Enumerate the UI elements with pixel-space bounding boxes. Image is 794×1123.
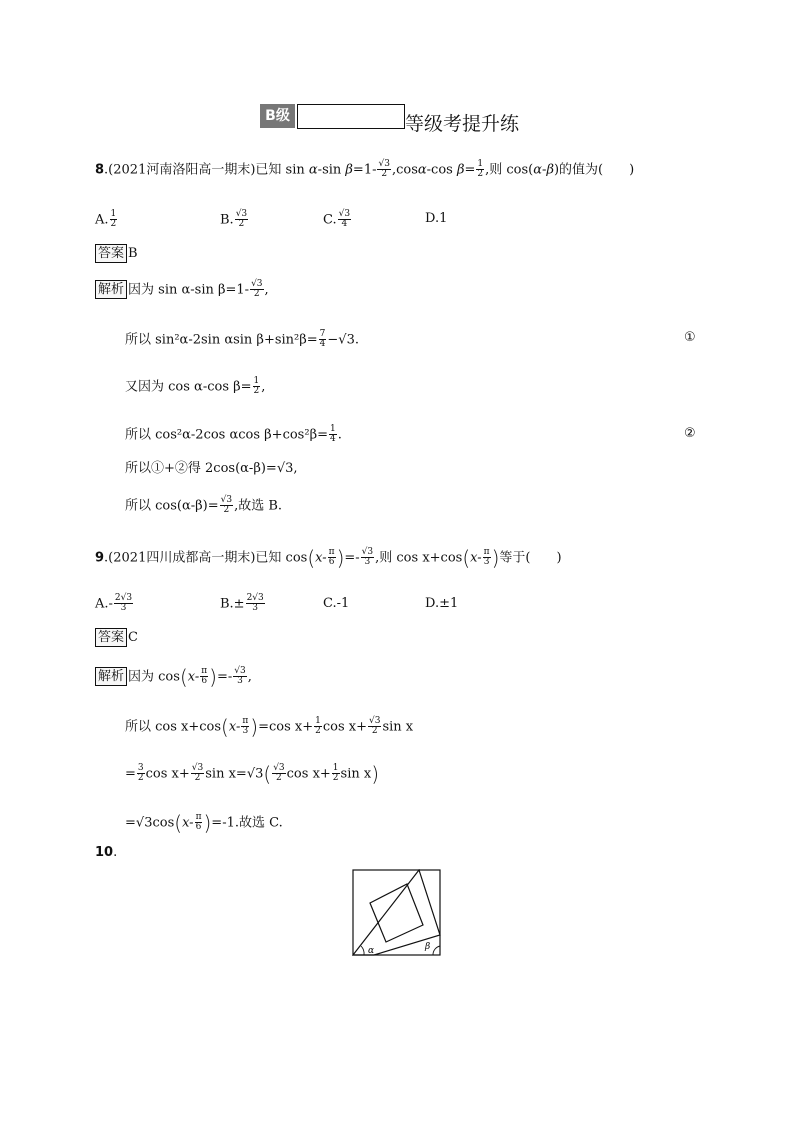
q8-stem: 8.(2021河南洛阳高一期末)已知 sin α-sin β=1- $\frac{√3}{2}$ ,cosα-cos β= $\frac{1}{2}$ ,则 cos(α-β)的值为( ): [95, 159, 635, 180]
q8-solution-line5: 所以①+②得 2cos(α-β)=√3,: [125, 461, 298, 476]
alpha-label: α: [368, 946, 375, 956]
inner-square: [370, 884, 423, 942]
q8-option-b[interactable]: B. $\frac{√3}{2}$: [220, 209, 248, 230]
q8-solution-line4: 所以 cos²α-2cos αcos β+cos²β= $\frac{1}{4}$ .: [125, 424, 342, 445]
answer-tag: 答案: [95, 628, 127, 647]
q9-solution-line3: = $\frac{3}{2}$ cos x+ $\frac{√3}{2}$ sin x=√3( $\frac{√3}{2}$ cos x+ $\frac{1}{2}$ sin x): [125, 761, 380, 786]
q8-option-d[interactable]: D.1: [425, 211, 448, 226]
q10-number: 10.: [95, 845, 118, 860]
beta-arc: [433, 946, 440, 955]
q8-solution-line1: 解析 因为 sin α-sin β=1- $\frac{√3}{2}$ ,: [95, 280, 269, 300]
answer-tag: 答案: [95, 244, 127, 263]
q8-solution-line3: 又因为 cos α-cos β= $\frac{1}{2}$ ,: [125, 376, 266, 397]
q9-option-a[interactable]: A.- $\frac{2√3}{3}$: [95, 593, 133, 614]
q10-figure: [352, 869, 442, 957]
equation-mark-1: ①: [684, 330, 696, 345]
q9-option-d[interactable]: D.±1: [425, 596, 459, 611]
beta-label: β: [425, 942, 431, 952]
q8-option-a[interactable]: A. $\frac{1}{2}$: [95, 209, 117, 230]
q9-solution-line1: 解析 因为 cos(x- $\frac{\pi}{6}$ )=- $\frac{√3}{3}$ ,: [95, 667, 252, 687]
q8-solution-line2: 所以 sin²α-2sin αsin β+sin²β= $\frac{7}{4}$ −√3.: [125, 329, 359, 350]
alpha-arc: [361, 946, 364, 955]
q9-answer: 答案 C: [95, 628, 138, 647]
q8-option-c[interactable]: C. $\frac{√3}{4}$: [323, 209, 351, 230]
q9-option-b[interactable]: B.± $\frac{2√3}{3}$: [220, 593, 264, 614]
q9-solution-line2: 所以 cos x+cos(x- $\frac{\pi}{3}$ )=cos x+ $\frac{1}{2}$ cos x+ $\frac{√3}{2}$ sin x: [125, 714, 414, 739]
q8-solution-line6: 所以 cos(α-β)= $\frac{√3}{2}$ ,故选 B.: [125, 495, 283, 516]
section-title: 等级考提升练: [405, 113, 520, 135]
solution-tag: 解析: [95, 667, 127, 686]
q9-solution-line4: =√3cos(x- $\frac{\pi}{6}$ )=-1.故选 C.: [125, 810, 283, 835]
level-badge: B级: [260, 104, 295, 128]
q8-answer: 答案 B: [95, 244, 138, 263]
level-blank-box: [297, 104, 405, 129]
solution-tag: 解析: [95, 280, 127, 299]
equation-mark-2: ②: [684, 426, 696, 441]
q9-stem: 9.(2021四川成都高一期末)已知 cos(x- $\frac{\pi}{6}$ )=- $\frac{√3}{3}$ ,则 cos x+cos(x- $\frac{\pi}{3}$ )等于( ): [95, 545, 562, 570]
q9-option-c[interactable]: C.-1: [323, 596, 350, 611]
